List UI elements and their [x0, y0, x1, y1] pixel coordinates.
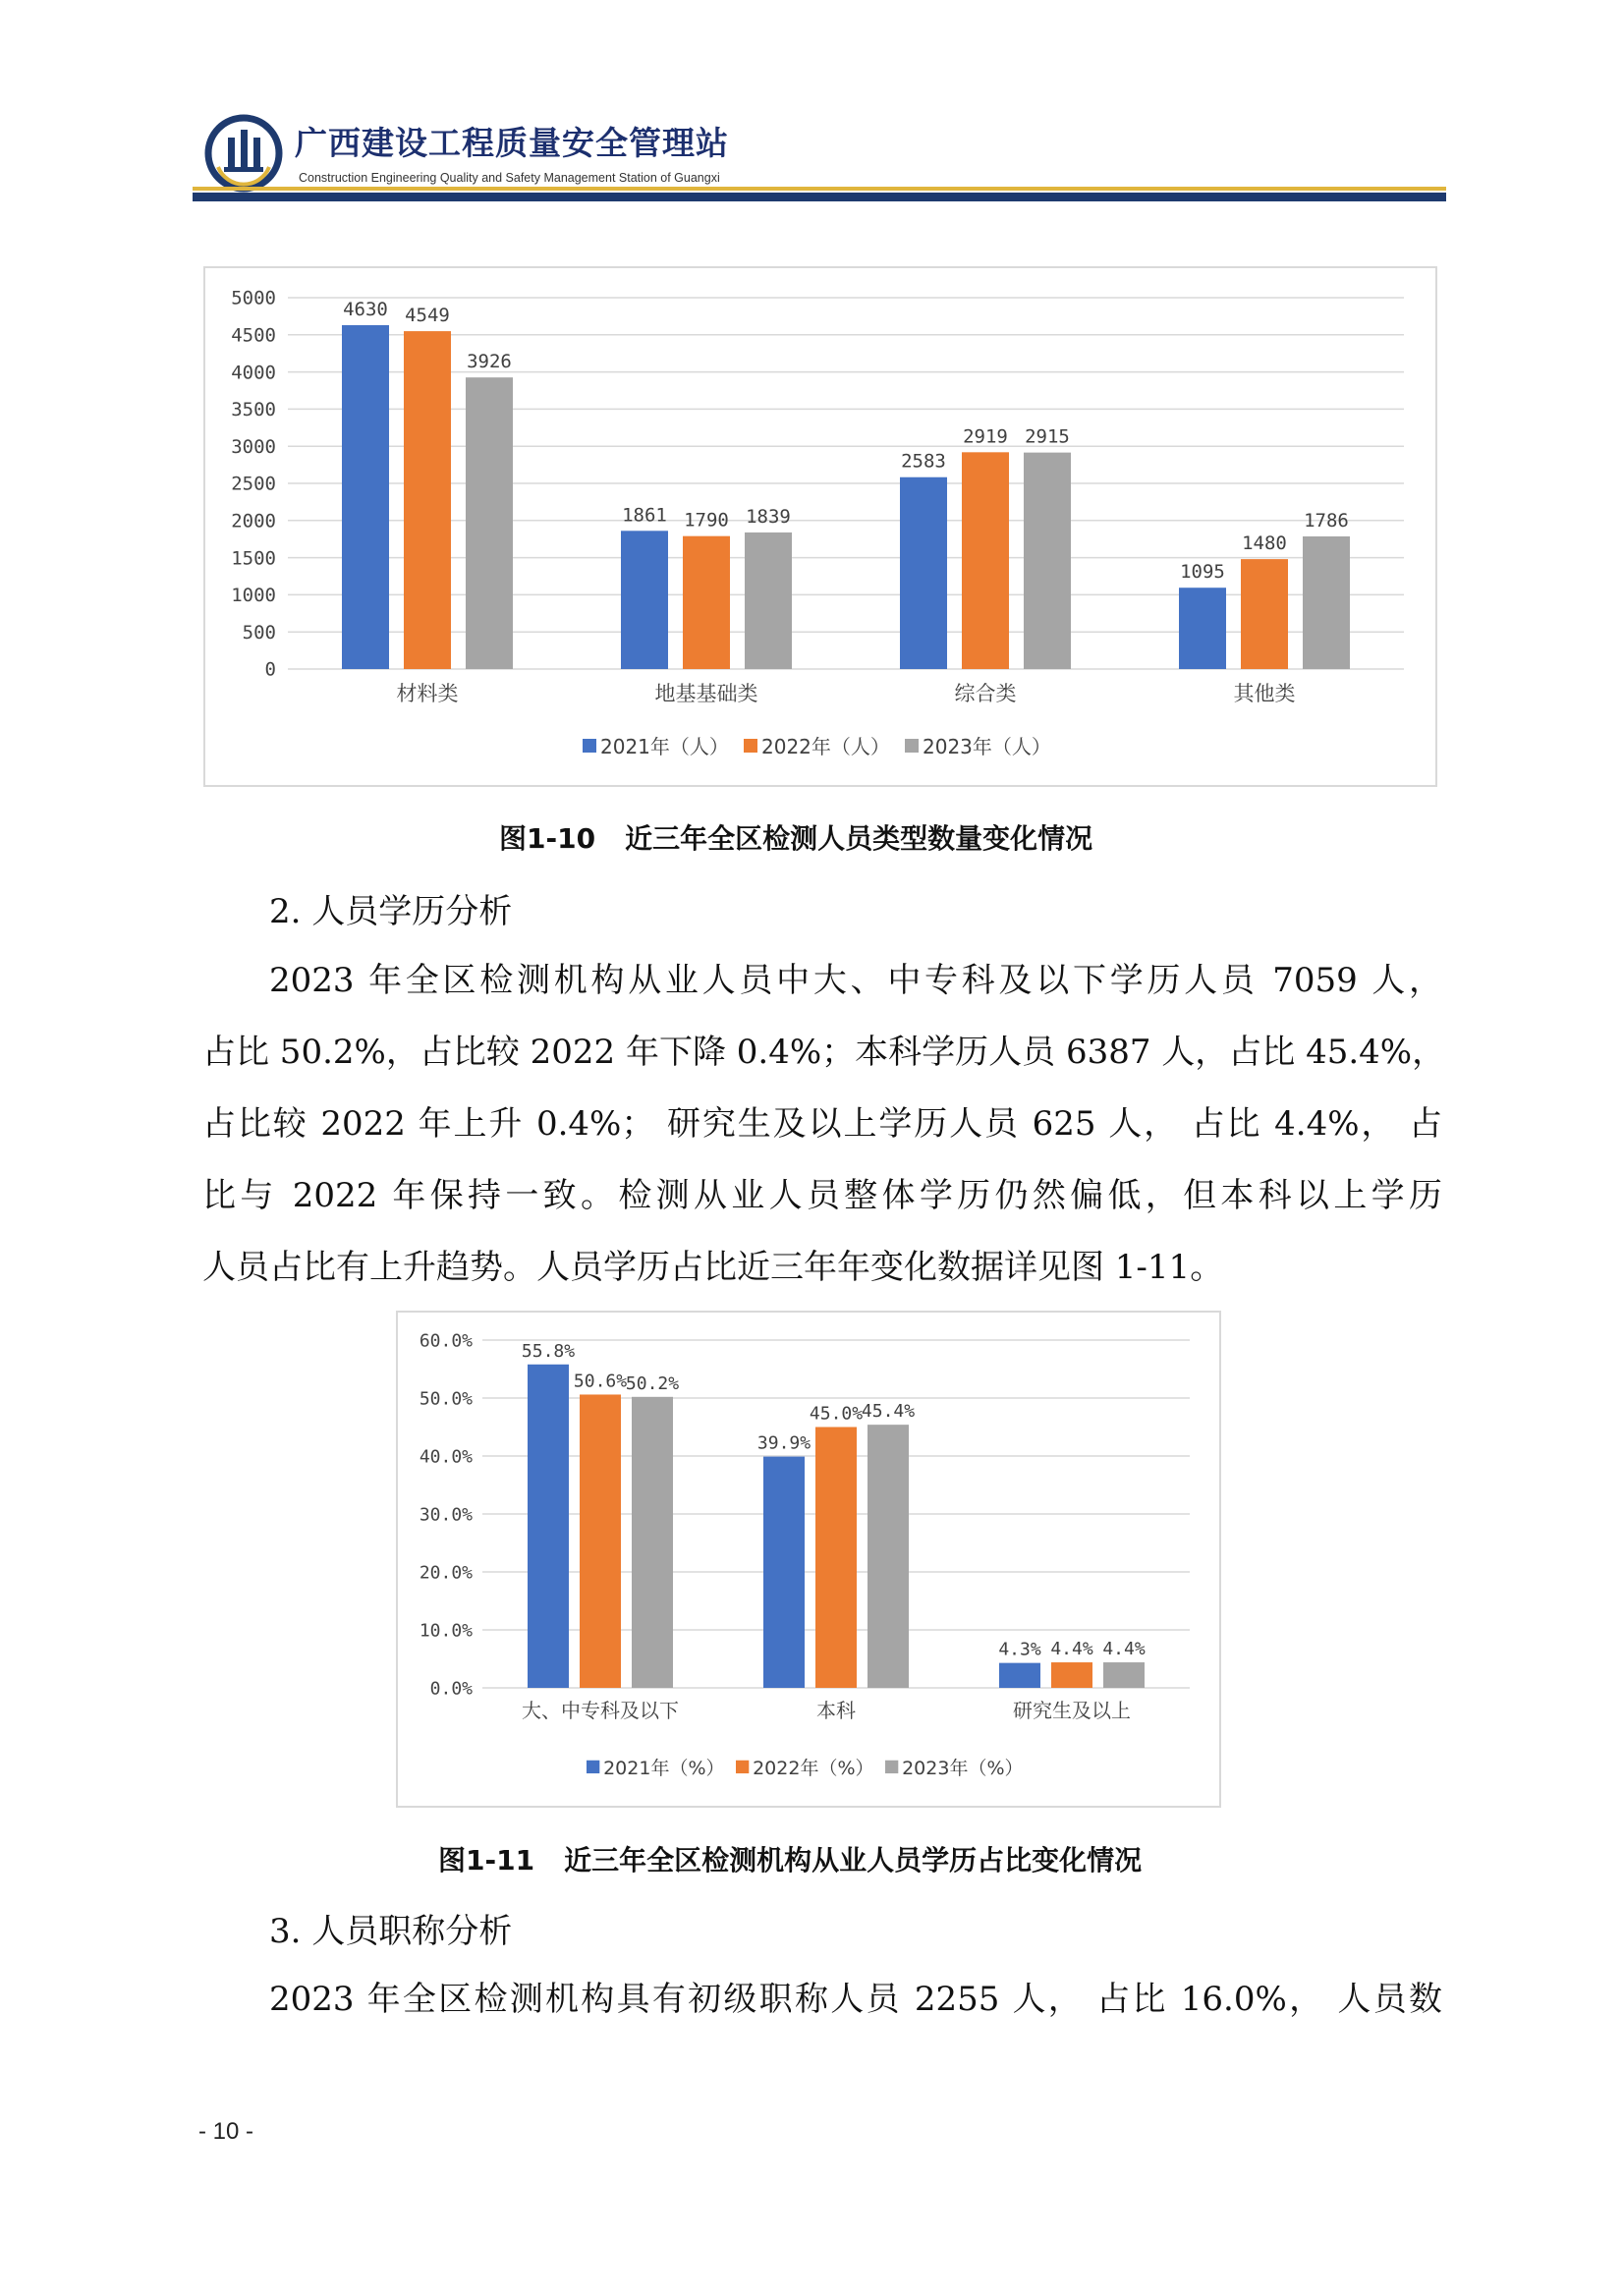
section-heading-3: 3. 人员职称分析 [269, 1912, 513, 1951]
legend-entry: 2023年（人） [923, 735, 1051, 758]
legend-swatch [736, 1761, 749, 1773]
data-label: 2919 [963, 425, 1008, 448]
figure-caption-2 [438, 1839, 1142, 1878]
data-label: 4.4% [1050, 1639, 1093, 1660]
chart-frame-1 [203, 266, 1437, 787]
legend-entry: 2022年（人） [761, 735, 890, 758]
figure-title: 近三年全区检测人员类型数量变化情况 [625, 822, 1093, 855]
legend-entry: 2021年（人） [600, 735, 729, 758]
bar [745, 532, 792, 669]
y-tick-label: 1000 [231, 585, 276, 607]
chart-frame-2 [396, 1311, 1221, 1808]
x-category-label: 研究生及以上 [1013, 1699, 1131, 1722]
figure-title: 近三年全区检测机构从业人员学历占比变化情况 [564, 1844, 1143, 1876]
figure-number: 图1-10 [499, 822, 596, 855]
bar [528, 1365, 569, 1688]
data-label: 3926 [467, 351, 512, 373]
body-line: 比与 2022 年保持一致。检测从业人员整体学历仍然偏低，但本科以上学历 [202, 1176, 1442, 1215]
legend-entry: 2023年（%） [902, 1758, 1024, 1779]
legend-swatch [587, 1761, 599, 1773]
y-tick-label: 5000 [231, 287, 276, 309]
data-label: 4549 [405, 305, 450, 327]
data-label: 1861 [622, 504, 667, 527]
bar [632, 1397, 673, 1688]
data-label: 50.2% [625, 1372, 680, 1394]
data-label: 1786 [1304, 509, 1349, 532]
bar [1179, 588, 1226, 669]
y-tick-label: 2500 [231, 473, 276, 495]
y-tick-label: 0 [264, 658, 276, 681]
y-tick-label: 4500 [231, 324, 276, 347]
bar [815, 1428, 857, 1689]
personnel-type-chart [205, 268, 1439, 789]
data-label: 1839 [746, 505, 791, 528]
body-line: 占比较 2022 年上升 0.4%； 研究生及以上学历人员 625 人， 占比 4.4%， 占 [202, 1104, 1442, 1144]
data-label: 45.0% [809, 1403, 864, 1425]
y-tick-label: 0.0% [429, 1678, 473, 1700]
y-tick-label: 30.0% [419, 1504, 473, 1526]
station-logo-icon [204, 114, 283, 193]
data-label: 1095 [1180, 561, 1225, 584]
bar [867, 1425, 909, 1688]
y-tick-label: 3500 [231, 399, 276, 421]
page-header [193, 110, 1446, 208]
y-tick-label: 60.0% [419, 1330, 473, 1352]
section-heading-2: 2. 人员学历分析 [269, 892, 513, 931]
legend-entry: 2021年（%） [603, 1758, 725, 1779]
data-label: 1480 [1242, 532, 1287, 555]
legend-swatch [744, 739, 757, 753]
bar [1051, 1662, 1092, 1688]
bar [999, 1663, 1040, 1688]
data-label: 50.6% [573, 1371, 628, 1392]
data-label: 4.3% [998, 1639, 1041, 1660]
y-tick-label: 1500 [231, 547, 276, 570]
y-tick-label: 500 [242, 621, 276, 644]
bar [580, 1394, 621, 1688]
data-label: 4.4% [1102, 1639, 1146, 1660]
body-line: 占比 50.2%，占比较 2022 年下降 0.4%；本科学历人员 6387 人，占比 45.4%， [202, 1033, 1446, 1072]
body-line: 2023 年全区检测机构具有初级职称人员 2255 人， 占比 16.0%， 人员数 [269, 1980, 1442, 2019]
y-tick-label: 20.0% [419, 1562, 473, 1584]
page-number: - 10 - [198, 2118, 254, 2145]
y-tick-label: 10.0% [419, 1620, 473, 1642]
bar [763, 1457, 805, 1688]
data-label: 2583 [901, 450, 946, 473]
y-tick-label: 50.0% [419, 1388, 473, 1410]
bar [962, 452, 1009, 669]
legend-swatch [905, 739, 919, 753]
y-tick-label: 2000 [231, 510, 276, 532]
bar [621, 531, 668, 669]
data-label: 4630 [343, 298, 388, 320]
bar [1024, 453, 1071, 669]
data-label: 39.9% [756, 1432, 812, 1454]
body-line: 2023 年全区检测机构从业人员中大、中专科及以下学历人员 7059 人， [269, 961, 1442, 1000]
x-category-label: 本科 [816, 1699, 856, 1722]
figure-caption-1 [499, 817, 1092, 857]
body-line: 人员占比有上升趋势。人员学历占比近三年年变化数据详见图 1-11。 [202, 1248, 1224, 1287]
bar [900, 477, 947, 669]
bar [404, 331, 451, 669]
bar [342, 325, 389, 669]
bar [1241, 559, 1288, 669]
y-tick-label: 4000 [231, 362, 276, 384]
data-label: 55.8% [521, 1340, 576, 1362]
x-category-label: 材料类 [396, 682, 459, 705]
data-label: 1790 [684, 509, 729, 532]
data-label: 45.4% [861, 1401, 916, 1423]
x-category-label: 其他类 [1233, 682, 1296, 705]
bar [1103, 1662, 1145, 1688]
education-share-chart [398, 1313, 1223, 1810]
x-category-label: 大、中专科及以下 [522, 1699, 679, 1722]
legend-swatch [885, 1761, 898, 1773]
bar [1303, 536, 1350, 669]
y-tick-label: 3000 [231, 435, 276, 458]
figure-number: 图1-11 [438, 1844, 535, 1876]
org-name: 广西建设工程质量安全管理站 [295, 124, 729, 162]
bar [466, 377, 513, 669]
header-rule-navy [193, 193, 1446, 201]
data-label: 2915 [1025, 425, 1070, 448]
header-rule-gold [193, 187, 1446, 191]
legend-swatch [583, 739, 596, 753]
bar [683, 536, 730, 669]
y-tick-label: 40.0% [419, 1446, 473, 1468]
x-category-label: 综合类 [954, 682, 1017, 705]
x-category-label: 地基基础类 [654, 682, 758, 705]
legend-entry: 2022年（%） [753, 1758, 874, 1779]
org-subtitle: Construction Engineering Quality and Safety Management Station of Guangxi [299, 171, 720, 185]
